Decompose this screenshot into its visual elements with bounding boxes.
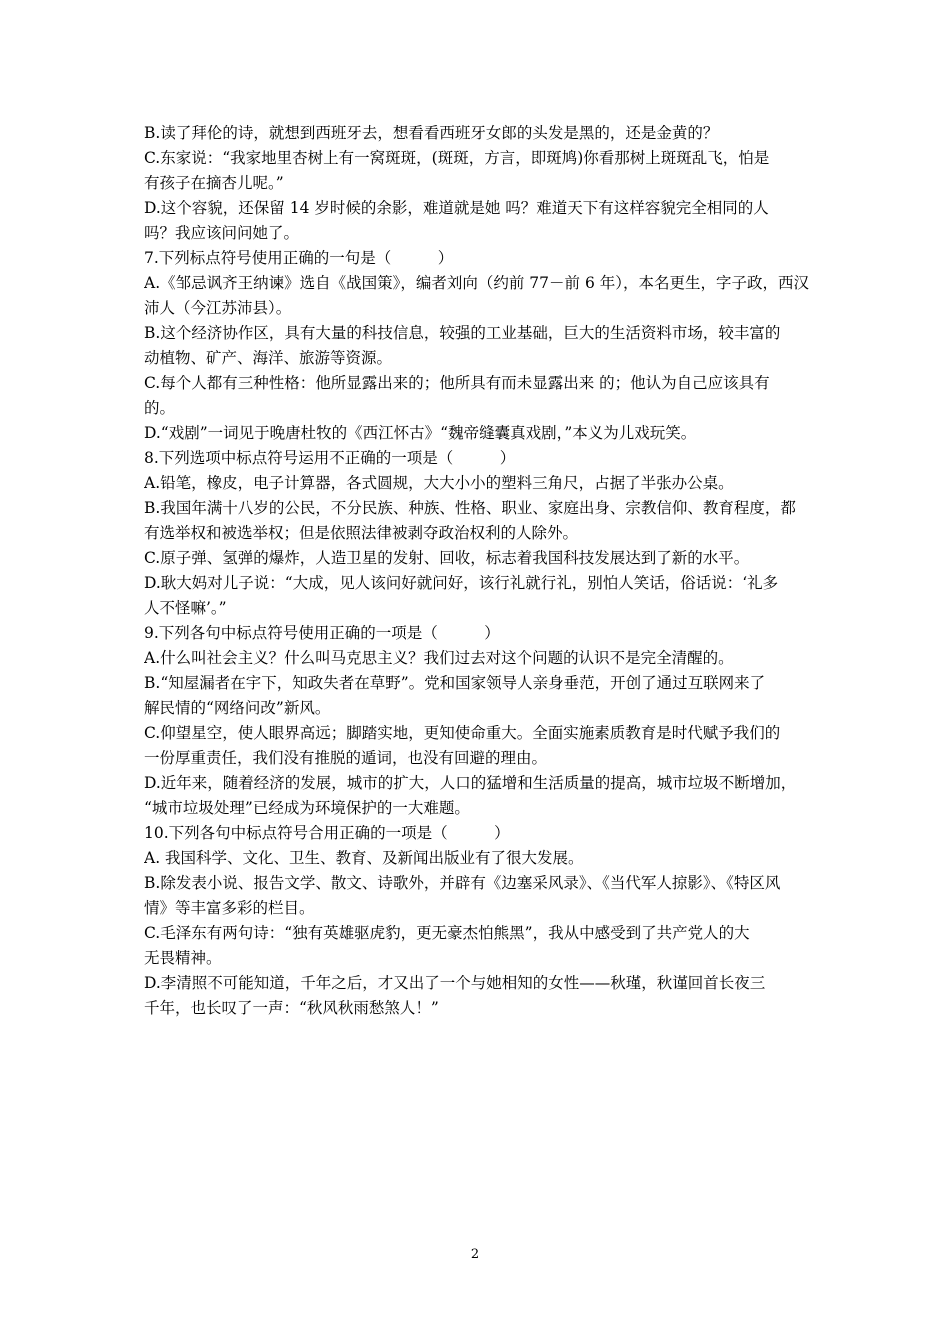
text-line: C.仰望星空，使人眼界高远；脚踏实地，更知使命重大。全面实施素质教育是时代赋予我们的 — [144, 724, 781, 742]
page-number: 2 — [470, 1247, 480, 1262]
text-line: B.“知屋漏者在宇下，知政失者在草野”。党和国家领导人亲身垂范，开创了通过互联网来了 — [144, 674, 766, 692]
text-line: 的。 — [144, 399, 176, 417]
text-line: B.除发表小说、报告文学、散文、诗歌外，并辟有《边塞采风录》、《当代军人掠影》、《特区风 — [144, 874, 781, 892]
text-line: “城市垃圾处理”已经成为环境保护的一大难题。 — [144, 799, 470, 817]
text-line: A.什么叫社会主义？什么叫马克思主义？我们过去对这个问题的认识不是完全清醒的。 — [144, 649, 734, 667]
text-line: C.每个人都有三种性格：他所显露出来的；他所具有而未显露出来 的；他认为自己应该具有 — [144, 374, 770, 392]
text-line: B.这个经济协作区，具有大量的科技信息，较强的工业基础，巨大的生活资料市场，较丰富的 — [144, 324, 781, 342]
text-line: C.原子弹、氢弹的爆炸，人造卫星的发射、回收，标志着我国科技发展达到了新的水平。 — [144, 549, 750, 567]
text-line: 情》等丰富多彩的栏目。 — [144, 899, 315, 917]
text-line: 8.下列选项中标点符号运用不正确的一项是（ ） — [144, 449, 516, 467]
text-line: A.铅笔，橡皮，电子计算器，各式圆规，大大小小的塑料三角尺，占据了半张办公桌。 — [144, 474, 734, 492]
text-line: 人不怪嘛’。” — [144, 599, 227, 617]
text-line: B.我国年满十八岁的公民，不分民族、种族、性格、职业、家庭出身、宗教信仰、教育程度，都 — [144, 499, 796, 517]
text-line: D.李清照不可能知道，千年之后，才又出了一个与她相知的女性——秋瑾，秋谨回首长夜三 — [144, 974, 766, 992]
text-line: 吗？我应该问问她了。 — [144, 224, 300, 242]
text-line: C.东家说：“我家地里杏树上有一窝斑斑，(斑斑，方言，即斑鸠)你看那树上斑斑乱飞，怕是 — [144, 149, 770, 167]
text-line: 有选举权和被选举权；但是依照法律被剥夺政治权利的人除外。 — [144, 524, 579, 542]
text-line: D.这个容貌，还保留 14 岁时候的余影，难道就是她 吗？难道天下有这样容貌完全相同的人 — [144, 199, 769, 217]
text-line: D.耿大妈对儿子说：“大成，见人该问好就问好，该行礼就行礼，别怕人笑话，俗话说：‘礼多 — [144, 574, 779, 592]
text-line: 7.下列标点符号使用正确的一句是（ ） — [144, 249, 454, 267]
text-line: 动植物、矿产、海洋、旅游等资源。 — [144, 349, 393, 367]
document-body — [144, 121, 812, 1021]
text-line: 解民情的“网络问改”新风。 — [144, 699, 331, 717]
text-line: 9.下列各句中标点符号使用正确的一项是（ ） — [144, 624, 500, 642]
text-line: B.读了拜伦的诗，就想到西班牙去，想看看西班牙女郎的头发是黑的，还是金黄的？ — [144, 124, 719, 142]
text-line: C.毛泽东有两句诗：“独有英雄驱虎豹，更无豪杰怕熊黑”，我从中感受到了共产党人的大 — [144, 924, 750, 942]
text-line: A.《邹忌讽齐王纳谏》选自《战国策》，编者刘向（约前 77－前 6 年），本名更生，字子政，西汉 — [144, 274, 809, 292]
text-line: D.“戏剧”一词见于晚唐杜牧的《西江怀古》“魏帝缝囊真戏剧，”本义为儿戏玩笑。 — [144, 424, 697, 442]
text-line: 千年，也长叹了一声：“秋风秋雨愁煞人！” — [144, 999, 439, 1017]
text-line: D.近年来，随着经济的发展，城市的扩大，人口的猛增和生活质量的提高，城市垃圾不断增加， — [144, 774, 797, 792]
text-line: A. 我国科学、文化、卫生、教育、及新闻出版业有了很大发展。 — [144, 849, 584, 867]
text-line: 无畏精神。 — [144, 949, 222, 967]
text-line: 10.下列各句中标点符号合用正确的一项是（ ） — [144, 824, 510, 842]
text-line: 有孩子在摘杏儿呢。” — [144, 174, 284, 192]
text-line: 沛人（今江苏沛县）。 — [144, 299, 292, 317]
text-line: 一份厚重责任，我们没有推脱的遁词，也没有回避的理由。 — [144, 749, 548, 767]
